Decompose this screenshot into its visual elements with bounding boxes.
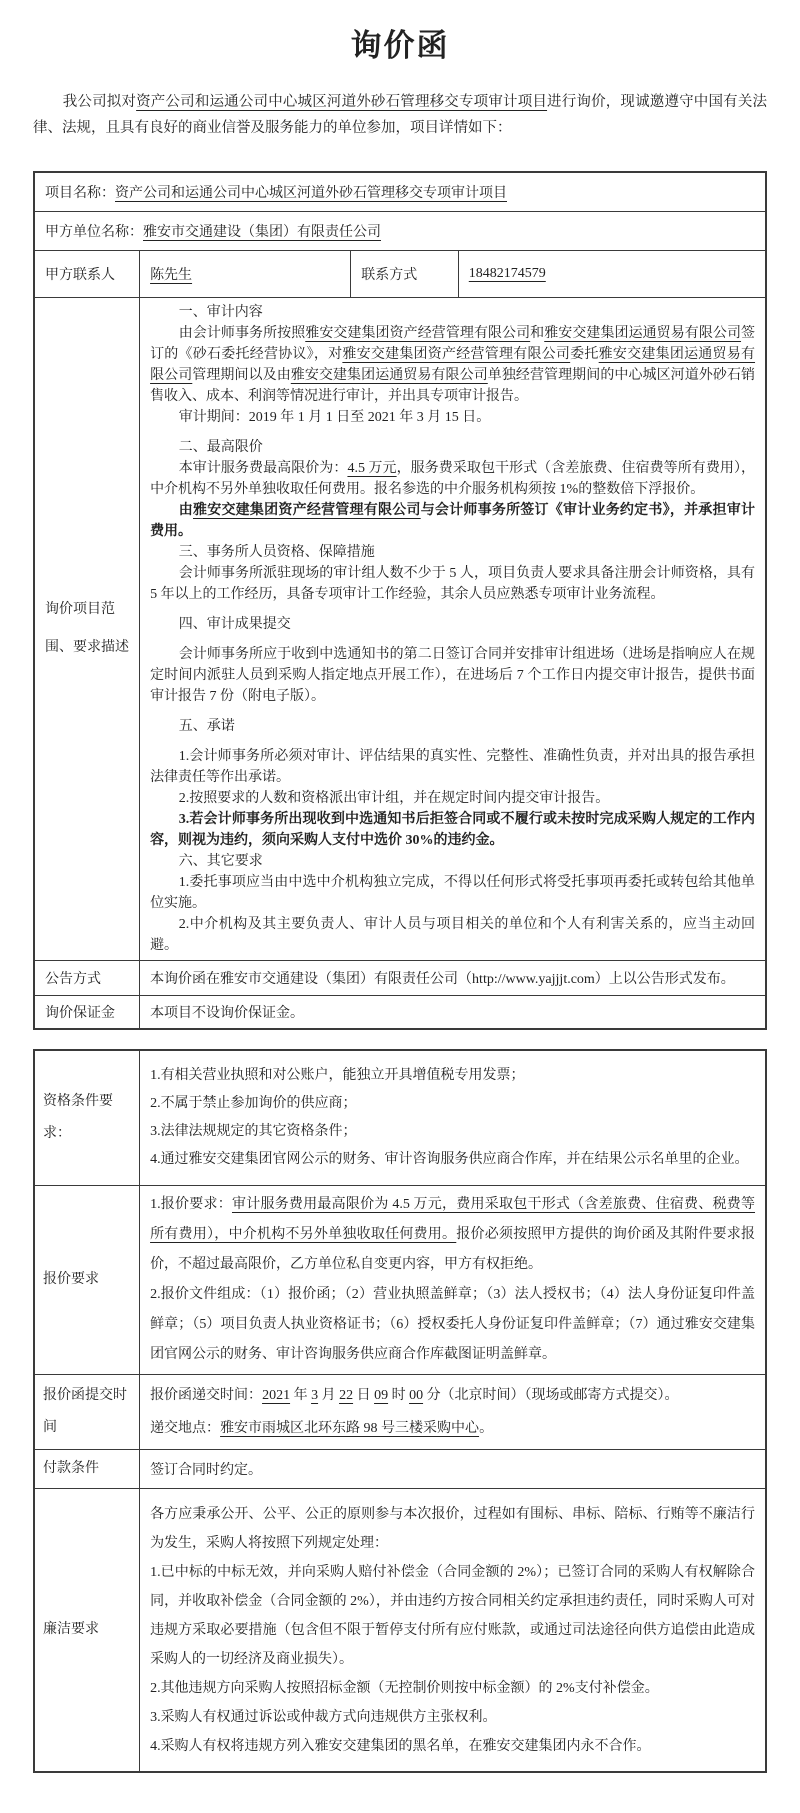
paragraph <box>150 1146 755 1174</box>
paragraph <box>150 407 755 428</box>
text-run: 五、承诺 <box>178 719 235 734</box>
text-run: 1.会计师事务所必须对审计、评估结果的真实性、完整性、准确性负责，并对出具的报告承担法律责任等作出承诺。 <box>150 749 755 785</box>
paragraph <box>150 458 755 500</box>
text-run: 2021 <box>262 1388 291 1403</box>
text-run: 报价必须按照甲方提供的询价函及其附件要求报价，不超过最高限价，乙方单位私自变更内容，甲方有权拒绝。 <box>150 1227 756 1272</box>
text-run: 时 <box>388 1388 410 1403</box>
paragraph <box>150 1500 755 1558</box>
text-run: 2.中介机构及其主要负责人、审计人员与项目相关的单位和个人有利害关系的，应当主动回避。 <box>150 917 755 953</box>
text-run: 三、事务所人员资格、保障措施 <box>178 545 375 560</box>
paragraph <box>150 716 755 737</box>
paragraph <box>150 500 755 542</box>
paragraph <box>33 89 767 141</box>
paragraph <box>150 1703 755 1732</box>
text-run: 4.通过雅安交建集团官网公示的财务、审计咨询服务供应商合作库，并在结果公示名单里的企业。 <box>150 1152 749 1167</box>
text-run: 审计服务费用最高限价为 4.5 万元，费用采取包干形式（含差旅费、住宿费、税费等所有费用），中介机构不另外单独收取任何费用。 <box>150 1197 756 1242</box>
qualification-label: 资格条件要求： <box>34 1050 140 1186</box>
text-run: 2.报价文件组成：（1）报价函；（2）营业执照盖鲜章；（3）法人授权书；（4）法人身份证复印件盖鲜章；（5）项目负责人执业资格证书；（6）授权委托人身份证复印件盖鲜章；（7）通过雅安交建集团官网公示的财务、审计咨询服务供应商合作库截图证明盖鲜章。 <box>150 1287 755 1362</box>
paragraph <box>150 1558 755 1674</box>
text-run: 1.报价要求： <box>150 1197 232 1212</box>
text-run: 1.委托事项应当由中选中介机构独立完成，不得以任何形式将受托事项再委托或转包给其他单位实施。 <box>150 875 755 911</box>
text-run: 。 <box>479 1421 494 1436</box>
paragraph <box>150 1062 755 1090</box>
text-run: 委托 <box>570 347 599 362</box>
text-run: 雅安交建集团运通贸易有限公司 <box>290 368 488 383</box>
integrity-content <box>140 1489 766 1773</box>
party-name-value: 雅安市交通建设（集团）有限责任公司 <box>143 225 381 240</box>
text-run: 由会计师事务所按照 <box>178 326 306 341</box>
party-name-cell <box>34 212 766 251</box>
text-run: ，服务费采取包干形式（含差旅费、住宿费等所有费用），中介机构不另外单独收取任何费用。报名参选的中介服务机构须按 1%的整数倍下浮报价。 <box>150 461 756 497</box>
paragraph <box>150 1412 755 1445</box>
paragraph <box>150 809 755 851</box>
text-run: 我公司拟对 <box>62 94 137 110</box>
party-name-label: 甲方单位名称： <box>45 225 143 240</box>
text-run: 2.按照要求的人数和资格派出审计组，并在规定时间内提交审计报告。 <box>178 791 610 806</box>
paragraph <box>150 437 755 458</box>
integrity-label: 廉洁要求 <box>34 1489 140 1773</box>
deposit-label: 询价保证金 <box>34 996 140 1030</box>
text-run: 雅安交建集团资产经营管理有限公司 <box>305 326 531 341</box>
qualification-row <box>34 1050 766 1186</box>
text-run: 资产公司和运通公司中心城区河道外砂石管理移交专项审计项目 <box>136 94 548 110</box>
text-run: 3.法律法规规定的其它资格条件； <box>150 1124 357 1139</box>
text-run: 一、审计内容 <box>178 305 263 320</box>
text-run: 1.有相关营业执照和对公账户，能独立开具增值税专用发票； <box>150 1068 525 1083</box>
contact-phone: 18482174579 <box>468 266 546 281</box>
paragraph <box>150 1674 755 1703</box>
paragraph <box>150 788 755 809</box>
text-run: 2.其他违规方向采购人按照招标金额（无控制价则按中标金额）的 2%支付补偿金。 <box>150 1680 659 1696</box>
text-run: 由 <box>178 503 193 518</box>
submission-content <box>140 1375 766 1450</box>
text-run: 3.采购人有权通过诉讼或仲裁方式向违规供方主张权利。 <box>150 1709 497 1725</box>
project-name-label: 项目名称： <box>45 186 115 201</box>
contact-method-label: 联系方式 <box>351 251 459 298</box>
text-run: 09 <box>374 1388 389 1403</box>
text-run: 和 <box>530 326 545 341</box>
scope-content <box>140 298 766 961</box>
requirements-table <box>33 1049 767 1773</box>
text-run: 22 <box>339 1388 354 1403</box>
paragraph <box>150 302 755 323</box>
text-run: 递交地点： <box>150 1421 221 1436</box>
text-run: 报价函递交时间： <box>150 1388 263 1403</box>
payment-row <box>34 1450 766 1489</box>
contact-row <box>34 251 766 298</box>
text-run: 雅安交建集团运通贸易有限公司 <box>544 326 742 341</box>
paragraph <box>150 614 755 635</box>
payment-label: 付款条件 <box>34 1450 140 1489</box>
text-run: 会计师事务所派驻现场的审计组人数不少于 5 人，项目负责人要求具备注册会计师资格，具有 5 年以上的工作经历，具备专项审计工作经验，其余人员应熟悉专项审计业务流程。 <box>150 566 755 602</box>
text-run: 六、其它要求 <box>178 854 263 869</box>
paragraph <box>150 542 755 563</box>
intro-paragraph <box>33 89 767 141</box>
text-run: 00 <box>409 1388 424 1403</box>
quote-content <box>140 1186 766 1375</box>
submission-label: 报价函提交时间 <box>34 1375 140 1450</box>
text-run: 审计期间：2019 年 1 月 1 日至 2021 年 3 月 15 日。 <box>178 410 491 425</box>
paragraph <box>150 872 755 914</box>
quote-row <box>34 1186 766 1375</box>
text-run: 2.不属于禁止参加询价的供应商； <box>150 1096 357 1111</box>
paragraph <box>150 563 755 605</box>
paragraph <box>150 851 755 872</box>
paragraph <box>150 1732 755 1761</box>
text-run: 管理期间以及由 <box>192 368 291 383</box>
text-run: 1.已中标的中标无效，并向采购人赔付补偿金（合同金额的 2%）；已签订合同的采购人有权解除合同，并收取补偿金（合同金额的 2%），并由违约方按合同相关约定承担违约责任，同时采购人可对违规方采取必要措施（包含但不限于暂停支付所有应付账款，或通过司法途径向供方追偿由此造成采购人的一切经济及商业损失）。 <box>150 1564 755 1667</box>
announce-label: 公告方式 <box>34 961 140 996</box>
submission-row <box>34 1375 766 1450</box>
text-run: 分（北京时间）（现场或邮寄方式提交）。 <box>423 1388 679 1403</box>
contact-phone-cell <box>458 251 766 298</box>
contact-name-cell <box>140 251 351 298</box>
text-run: 本审计服务费最高限价为： <box>178 461 348 476</box>
paragraph <box>150 1090 755 1118</box>
text-run: 二、最高限价 <box>178 440 263 455</box>
text-run: 日 <box>353 1388 375 1403</box>
text-run: 3.若会计师事务所出现收到中选通知书后拒签合同或不履行或未按时完成采购人规定的工作内容，则视为违约，须向采购人支付中选价 30%的违约金。 <box>150 812 755 848</box>
text-run: 各方应秉承公开、公平、公正的原则参与本次报价，过程如有围标、串标、陪标、行贿等不廉洁行为发生，采购人将按照下列规定处理： <box>150 1506 755 1551</box>
text-run: 4.5 万元 <box>347 461 397 476</box>
text-run: 会计师事务所应于收到中选通知书的第二日签订合同并安排审计组进场（进场是指响应人在规定时间内派驻人员到采购人指定地点开展工作），在进场后 7 个工作日内提交审计报告，提供书面审计报告 7 份（附电子版）。 <box>150 647 755 704</box>
text-run: 雅安交建集团运通贸易有限公司 <box>150 347 756 383</box>
project-name-cell <box>34 172 766 212</box>
paragraph <box>150 1118 755 1146</box>
contact-label: 甲方联系人 <box>34 251 140 298</box>
paragraph <box>150 1280 755 1370</box>
project-name-value: 资产公司和运通公司中心城区河道外砂石管理移交专项审计项目 <box>115 186 507 201</box>
paragraph <box>150 323 755 407</box>
qualification-content <box>140 1050 766 1186</box>
text-run: 3 <box>311 1388 319 1403</box>
quote-label: 报价要求 <box>34 1186 140 1375</box>
project-name-row <box>34 172 766 212</box>
paragraph <box>150 644 755 707</box>
scope-row <box>34 298 766 961</box>
main-info-table <box>33 171 767 1030</box>
text-run: 进行询价，现诚邀遵守中国有关法律、法规，且具有良好的商业信誉及服务能力的单位参加，项目详情如下： <box>33 94 768 136</box>
deposit-row <box>34 996 766 1030</box>
text-run: 单独经营管理期间的中心城区河道外砂石销售收入、成本、利润等情况进行审计，并出具专项审计报告。 <box>150 368 756 404</box>
page-title: 询价函 <box>350 28 450 63</box>
text-run: 四、审计成果提交 <box>178 617 291 632</box>
text-run: 雅安交建集团资产经营管理有限公司 <box>192 503 421 518</box>
text-run: 雅安交建集团资产经营管理有限公司 <box>342 347 571 362</box>
paragraph <box>150 1190 755 1280</box>
text-run: 签订的《砂石委托经营协议》，对 <box>150 326 756 362</box>
text-run: 与会计师事务所签订《审计业务约定书》，并承担审计费用。 <box>150 503 756 539</box>
integrity-row <box>34 1489 766 1773</box>
text-run: 雅安市雨城区北环东路 98 号三楼采购中心 <box>220 1421 480 1436</box>
paragraph <box>150 1379 755 1412</box>
deposit-value: 本项目不设询价保证金。 <box>140 996 766 1030</box>
text-run: 年 <box>290 1388 312 1403</box>
payment-value: 签订合同时约定。 <box>140 1450 766 1489</box>
paragraph <box>150 746 755 788</box>
text-run: 月 <box>318 1388 340 1403</box>
paragraph <box>150 914 755 956</box>
announce-value: 本询价函在雅安市交通建设（集团）有限责任公司（http://www.yajjjt.com）上以公告形式发布。 <box>140 961 766 996</box>
contact-name: 陈先生 <box>150 268 193 283</box>
text-run: 4.采购人有权将违规方列入雅安交建集团的黑名单，在雅安交建集团内永不合作。 <box>150 1738 651 1754</box>
announce-row <box>34 961 766 996</box>
scope-label: 询价项目范围、要求描述 <box>34 298 140 961</box>
party-name-row <box>34 212 766 251</box>
